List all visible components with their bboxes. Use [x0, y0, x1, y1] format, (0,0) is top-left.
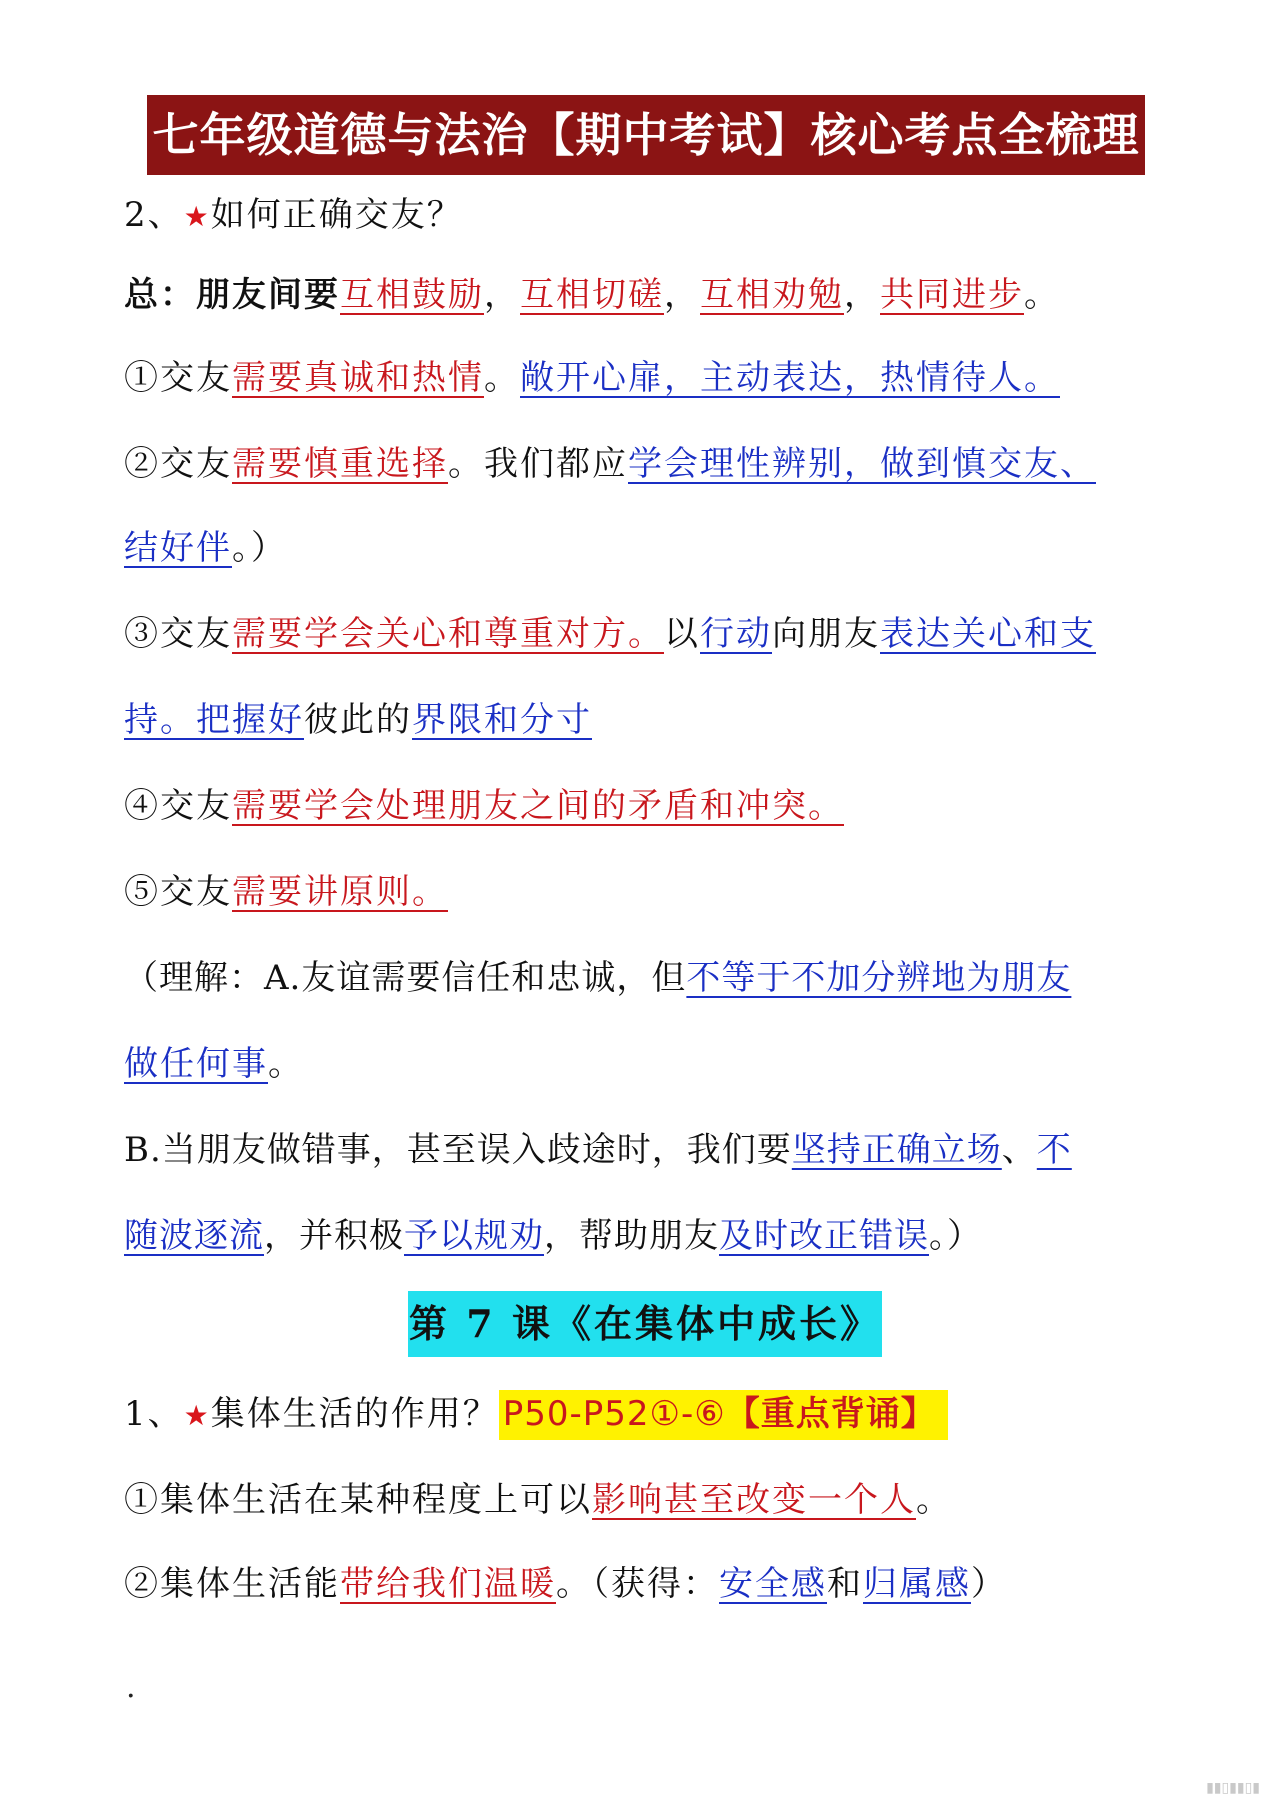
item-blue-text: 学会理性辨别，做到慎交友、: [628, 444, 1096, 484]
point-red-text: 影响甚至改变一个人: [592, 1480, 916, 1520]
note-blue-text: 予以规劝: [404, 1216, 544, 1256]
star-icon: ★: [183, 1399, 211, 1432]
separator: ，: [664, 275, 700, 315]
item-blue-text: 表达关心和支: [880, 614, 1096, 654]
item-3: [124, 612, 1096, 656]
key-note: 【重点背诵】: [725, 1394, 936, 1434]
note-blue-text: 坚持正确立场: [791, 1130, 1002, 1170]
item-lead: ⑤交友: [124, 872, 232, 912]
trailing-dot: .: [126, 1670, 136, 1705]
watermark-icon: ▮▮▯▮▮▯▮: [1206, 1780, 1260, 1796]
summary-line: [124, 273, 1060, 317]
note-lead: B.当朋友做错事，甚至误入歧途时，我们要: [124, 1130, 792, 1170]
note-mid-text: ，帮助朋友: [544, 1216, 719, 1256]
item-2: [124, 442, 1096, 486]
item-3-continued: [124, 698, 592, 742]
understanding-note: [124, 956, 1071, 1000]
page-title: 七年级道德与法治【期中考试】核心考点全梳理: [147, 95, 1145, 175]
note-lead: （理解：A.友谊需要信任和忠诚，但: [124, 958, 687, 998]
note-end: 。）: [929, 1216, 982, 1256]
note-blue-text: 不: [1036, 1130, 1072, 1170]
separator: ，: [484, 275, 520, 315]
item-lead: ③交友: [124, 614, 232, 654]
item-mid-text: 。我们都应: [448, 444, 628, 484]
point-mid-text: 和: [827, 1564, 863, 1604]
question-number: 1、: [124, 1394, 184, 1434]
note-blue-text: 做任何事: [124, 1044, 268, 1084]
lesson-heading: 第 7 课《在集体中成长》: [408, 1291, 882, 1357]
note-b-continued: [124, 1214, 982, 1258]
item-blue-text: 敞开心扉，主动表达，热情待人。: [520, 358, 1060, 398]
note-end: 。: [268, 1044, 304, 1084]
point-end: 。: [916, 1480, 952, 1520]
item-mid-text: 彼此的: [304, 700, 412, 740]
item-2-continued: [124, 526, 287, 570]
separator: ，: [844, 275, 880, 315]
item-4: [124, 784, 844, 828]
item-lead: ②交友: [124, 444, 232, 484]
note-blue-text: 随波逐流: [124, 1216, 264, 1256]
summary-lead: 总：朋友间要: [124, 275, 340, 315]
point-lead: ①集体生活在某种程度上可以: [124, 1480, 592, 1520]
item-lead: ④交友: [124, 786, 232, 826]
summary-point-3: 互相劝勉: [700, 275, 844, 315]
highlight-tag: [499, 1390, 948, 1440]
summary-end: 。: [1024, 275, 1060, 315]
point-blue-text: 归属感: [863, 1564, 971, 1604]
item-mid-text: 向朋友: [772, 614, 880, 654]
point-blue-text: 安全感: [719, 1564, 827, 1604]
note-b: [124, 1128, 1072, 1172]
item-mid-text: 。: [484, 358, 520, 398]
note-blue-text: 不等于不加分辨地为朋友: [686, 958, 1072, 998]
star-icon: ★: [183, 200, 211, 233]
item-blue-text: 界限和分寸: [412, 700, 592, 740]
note-blue-text: 及时改正错误: [719, 1216, 929, 1256]
understanding-note-continued: [124, 1042, 304, 1086]
point-end: ）: [971, 1564, 1007, 1604]
page-range: P50-P52①-⑥: [502, 1394, 726, 1434]
summary-point-2: 互相切磋: [520, 275, 664, 315]
question-1: [124, 1392, 948, 1438]
collective-point-2: [124, 1562, 1007, 1606]
item-red-text: 需要学会关心和尊重对方。: [232, 614, 664, 654]
separator: 、: [1001, 1130, 1037, 1170]
summary-point-4: 共同进步: [880, 275, 1024, 315]
collective-point-1: [124, 1478, 952, 1522]
item-blue-text: 结好伴: [124, 528, 232, 568]
point-lead: ②集体生活能: [124, 1564, 340, 1604]
item-red-text: 需要慎重选择: [232, 444, 448, 484]
item-mid-text: 以: [664, 614, 700, 654]
item-lead: ①交友: [124, 358, 232, 398]
item-red-text: 需要讲原则。: [232, 872, 448, 912]
point-red-text: 带给我们温暖: [340, 1564, 556, 1604]
item-blue-text: 持。把握好: [124, 700, 304, 740]
item-blue-text: 行动: [700, 614, 772, 654]
item-1: [124, 356, 1060, 400]
question-text: 如何正确交友？: [210, 195, 463, 235]
item-red-text: 需要学会处理朋友之间的矛盾和冲突。: [232, 786, 844, 826]
item-5: [124, 870, 448, 914]
item-end-text: 。）: [232, 528, 287, 568]
question-2: [124, 193, 463, 239]
item-red-text: 需要真诚和热情: [232, 358, 484, 398]
summary-point-1: 互相鼓励: [340, 275, 484, 315]
note-mid-text: ，并积极: [264, 1216, 404, 1256]
question-number: 2、: [124, 195, 184, 235]
point-mid-text: 。（获得：: [556, 1564, 719, 1604]
question-text: 集体生活的作用？: [210, 1394, 499, 1434]
